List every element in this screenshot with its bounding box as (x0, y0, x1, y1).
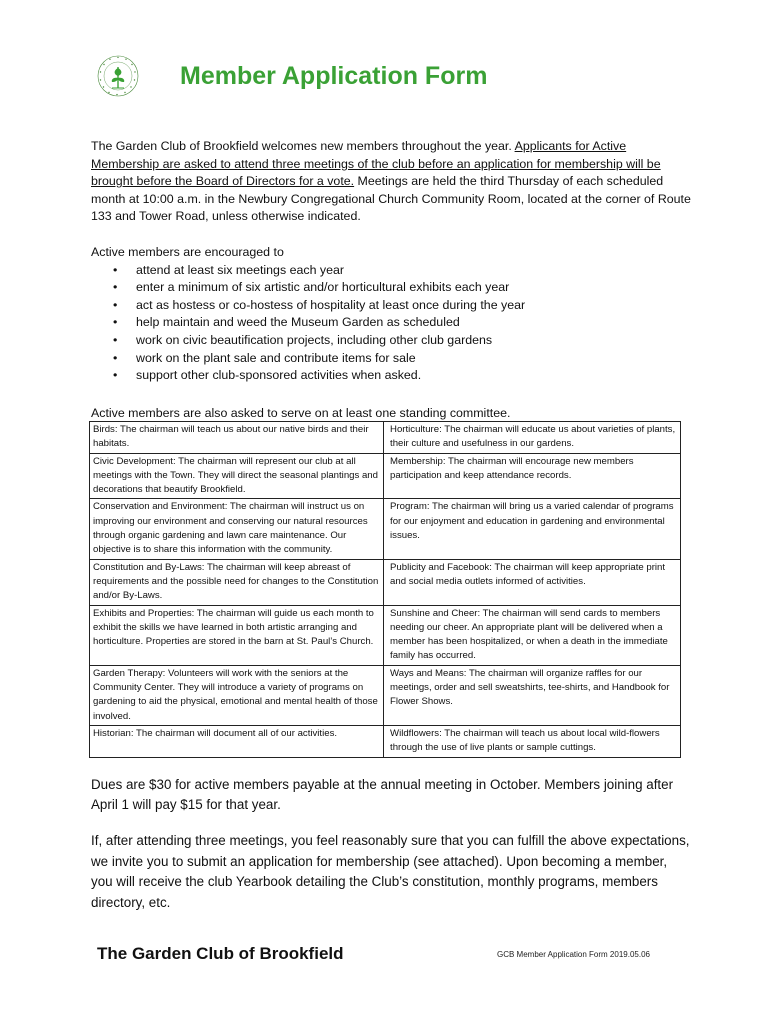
table-row (90, 725, 681, 757)
table-row (90, 453, 681, 499)
table-cell: Membership: The chairman will encourage new members participation and keep attendance records. (384, 453, 681, 499)
table-cell: Sunshine and Cheer: The chairman will send cards to members needing our cheer. An appropriate plant will be delivered when a member has been hospitalized, or when a death in the immediate family has occurred. (384, 605, 681, 665)
encouraged-list (91, 262, 691, 385)
table-row (90, 665, 681, 725)
table-cell: Ways and Means: The chairman will organize raffles for our meetings, order and sell sweatshirts, tee-shirts, and Handbook for Flower Shows. (384, 665, 681, 725)
table-cell: Program: The chairman will bring us a varied calendar of programs for our enjoyment and education in gardening and environmental issues. (384, 499, 681, 559)
encouraged-lead: Active members are encouraged to (91, 245, 284, 259)
table-cell: Exhibits and Properties: The chairman will guide us each month to exhibit the skills we have learned in both artistic arranging and horticulture. Properties are stored in the barn at St. Paul’s Church. (90, 605, 384, 665)
intro-paragraph (91, 138, 691, 226)
list-item: • work on civic beautification projects, including other club gardens (136, 332, 691, 350)
table-row (90, 559, 681, 605)
committee-table (89, 421, 681, 758)
intro-text-1: The Garden Club of Brookfield welcomes new members throughout the year. (91, 139, 515, 153)
table-row (90, 499, 681, 559)
intro-text-2: Meetings are held the third Thursday of each scheduled month at 10:00 a.m. in the Newbury Congregational Church Community Room, located at the corner of Route 133 and Tower Road, unless otherwise indicated. (91, 174, 691, 224)
page-title: Member Application Form (180, 62, 488, 90)
table-cell: Historian: The chairman will document all of our activities. (90, 725, 384, 757)
footer-club-name: The Garden Club of Brookfield (97, 944, 344, 963)
footer-form-reference: GCB Member Application Form 2019.05.06 (497, 950, 650, 959)
table-cell: Wildflowers: The chairman will teach us about local wild-flowers through the use of live plants or sample cuttings. (384, 725, 681, 757)
table-row (90, 605, 681, 665)
table-cell: Garden Therapy: Volunteers will work with the seniors at the Community Center. They will introduce a variety of programs on gardening to aid the physical, emotional and mental health of those involved. (90, 665, 384, 725)
table-cell: Publicity and Facebook: The chairman will keep appropriate print and social media outlets informed of activities. (384, 559, 681, 605)
table-cell: Horticulture: The chairman will educate us about varieties of plants, their culture and usefulness in our gardens. (384, 422, 681, 454)
table-cell: Conservation and Environment: The chairman will instruct us on improving our environment and conserving our natural resources through organic gardening and lawn care maintenance. Our objective is to share this information with the community. (90, 499, 384, 559)
table-cell: Civic Development: The chairman will represent our club at all meetings with the Town. They will direct the seasonal plantings and decorations that beautify Brookfield. (90, 453, 384, 499)
list-item: • enter a minimum of six artistic and/or horticultural exhibits each year (136, 279, 691, 297)
list-item: • work on the plant sale and contribute items for sale (136, 350, 691, 368)
table-row (90, 422, 681, 454)
list-item: • help maintain and weed the Museum Garden as scheduled (136, 314, 691, 332)
club-logo (96, 54, 140, 98)
list-item: • support other club-sponsored activities when asked. (136, 367, 691, 385)
committee-lead: Active members are also asked to serve on at least one standing committee. (91, 406, 511, 420)
encouraged-section (91, 244, 691, 385)
table-cell: Birds: The chairman will teach us about our native birds and their habitats. (90, 422, 384, 454)
closing-paragraph: If, after attending three meetings, you feel reasonably sure that you can fulfill the above expectations, we invite you to submit an application for membership (see attached). Upon becoming a member, you will receive the club Yearbook detailing the Club’s constitution, monthly programs, members directory, etc. (91, 833, 690, 910)
list-item: • attend at least six meetings each year (136, 262, 691, 280)
list-item: • act as hostess or co-hostess of hospitality at least once during the year (136, 297, 691, 315)
intro-underlined-text: Applicants for Active Membership are asked to attend three meetings of the club before an application for membership will be brought before the Board of Directors for a vote. (91, 139, 661, 189)
table-cell: Constitution and By-Laws: The chairman will keep abreast of requirements and the possible need for changes to the Constitution and/or By-Laws. (90, 559, 384, 605)
dues-paragraph: Dues are $30 for active members payable at the annual meeting in October. Members joining after April 1 will pay $15 for that year. (91, 777, 674, 812)
